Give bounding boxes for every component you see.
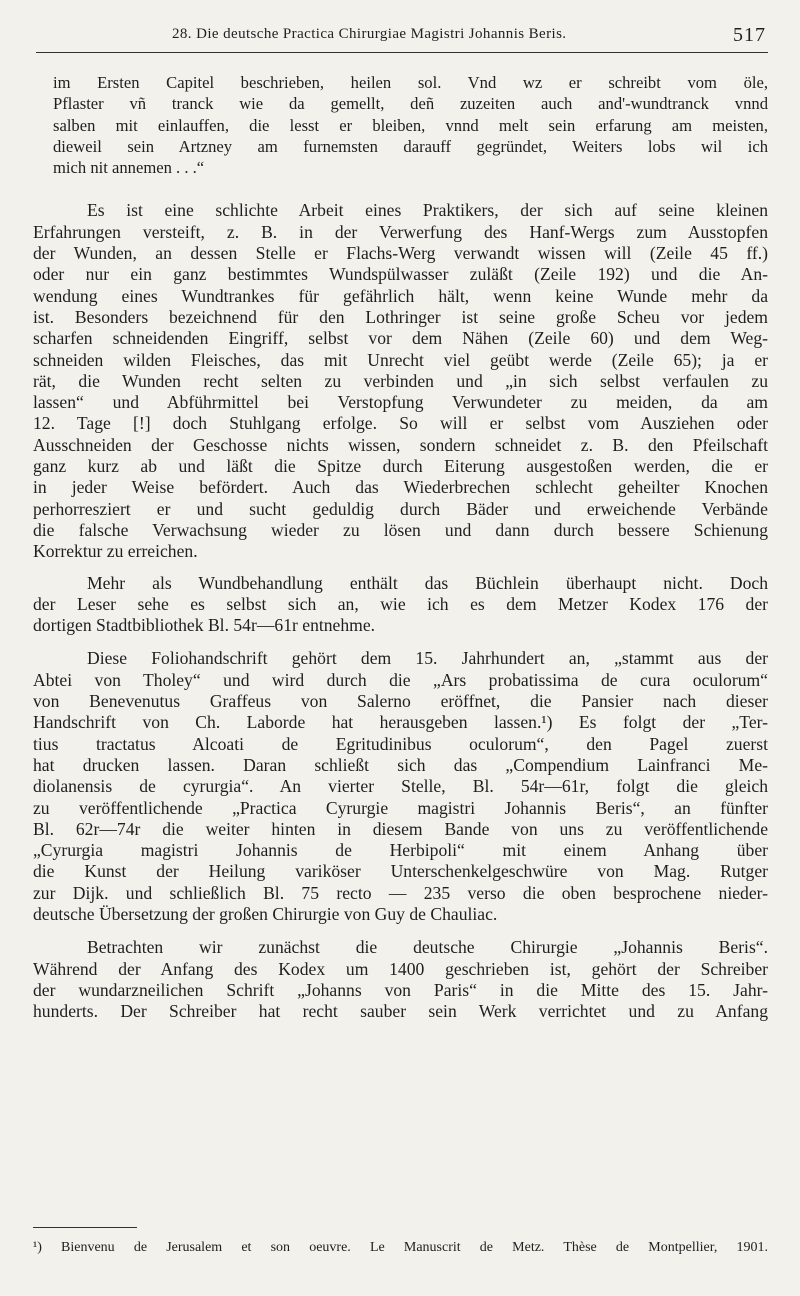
text-line: wendung eines Wundtrankes für gefährlich hält, wenn keine Wunde mehr da xyxy=(33,285,768,306)
text-line: lassen“ und Abführmittel bei Verstopfung Verwundeter zu meiden, da am xyxy=(33,392,768,413)
footnote-rule xyxy=(33,1227,137,1228)
paragraph xyxy=(33,200,768,562)
text-line: Diese Foliohandschrift gehört dem 15. Jahrhundert an, „stammt aus der xyxy=(87,648,768,669)
text-line: Ausschneiden der Geschosse nichts wissen, sondern schneidet z. B. den Pfeilschaft xyxy=(33,434,768,455)
text-line: in jeder Weise befördert. Auch das Wiederbrechen schlecht geheilter Knochen xyxy=(33,477,768,498)
text-line: Es ist eine schlichte Arbeit eines Praktikers, der sich auf seine kleinen xyxy=(87,200,768,221)
text-line: Abtei von Tholey“ und wird durch die „Ars probatissima de cura oculorum“ xyxy=(33,669,768,690)
text-line: hat drucken lassen. Daran schließt sich das „Compendium Lainfranci Me- xyxy=(33,754,768,775)
text-line: Mehr als Wundbehandlung enthält das Büchlein überhaupt nicht. Doch xyxy=(87,572,768,593)
text-line: die Kunst der Heilung variköser Unterschenkelgeschwüre von Mag. Rutger xyxy=(33,861,768,882)
footnote: ¹) Bienvenu de Jerusalem et son oeuvre. Le Manuscrit de Metz. Thèse de Montpellier, 1901. xyxy=(33,1240,768,1255)
text-line: ist. Besonders bezeichnend für den Lothringer ist seine große Scheu vor jedem xyxy=(33,306,768,327)
running-title: 28. Die deutsche Practica Chirurgiae Magistri Johannis Beris. xyxy=(172,26,567,42)
running-header xyxy=(36,22,768,53)
text-line: die falsche Verwachsung wieder zu lösen und dann durch bessere Schienung xyxy=(33,519,768,540)
page-number: 517 xyxy=(733,24,766,46)
text-line: hunderts. Der Schreiber hat recht sauber sein Werk verrichtet und zu Anfang xyxy=(33,1001,768,1022)
text-line: 12. Tage [!] doch Stuhlgang erfolge. So will er selbst vom Ausziehen oder xyxy=(33,413,768,434)
text-line: schneiden wilden Fleisches, das mit Unrecht viel geübt werde (Zeile 65); ja er xyxy=(33,349,768,370)
text-line: der Wunden, an dessen Stelle er Flachs-Werg verwandt wissen will (Zeile 45 ff.) xyxy=(33,243,768,264)
paragraph xyxy=(33,937,768,1022)
text-line: oder nur ein ganz bestimmtes Wundspülwasser zuläßt (Zeile 192) und die An- xyxy=(33,264,768,285)
text-line: im Ersten Capitel beschrieben, heilen sol. Vnd wz er schreibt vom öle, xyxy=(53,73,768,92)
text-line: scharfen schneidenden Eingriff, selbst vor dem Nähen (Zeile 60) und dem Weg- xyxy=(33,328,768,349)
text-line: Pflaster vñ tranck wie da gemellt, deñ zuzeiten auch and'-wundtranck vnnd xyxy=(53,94,768,114)
text-line: Korrektur zu erreichen. xyxy=(33,541,198,562)
text-line: „Cyrurgia magistri Johannis de Herbipoli“ mit einem Anhang über xyxy=(33,840,768,861)
text-line: Während der Anfang des Kodex um 1400 geschrieben ist, gehört der Schreiber xyxy=(33,958,768,979)
text-line: salben mit einlauffen, die lesst er bleiben, vnnd melt sein erfarung am meisten, xyxy=(53,115,768,135)
text-line: ganz kurz ab und läßt die Spitze durch Eiterung ausgestoßen werden, die er xyxy=(33,456,768,477)
quote-paragraph xyxy=(33,72,768,178)
text-line: Handschrift von Ch. Laborde hat herausgeben lassen.¹) Es folgt der „Ter- xyxy=(33,712,768,733)
paragraph xyxy=(33,573,768,637)
text-line: der wundarzneilichen Schrift „Johanns von Paris“ in die Mitte des 15. Jahr- xyxy=(33,979,768,1000)
text-line: dieweil sein Artzney am furnemsten darauff gegründet, Weiters lobs wil ich xyxy=(53,136,768,156)
text-line: zur Dijk. und schließlich Bl. 75 recto — 235 verso die oben besprochene nieder- xyxy=(33,882,768,903)
text-line: rät, die Wunden recht selten zu verbinden und „in sich selbst verfaulen zu xyxy=(33,370,768,391)
text-line: tius tractatus Alcoati de Egritudinibus oculorum“, den Pagel zuerst xyxy=(33,733,768,754)
text-line: mich nit annemen . . .“ xyxy=(53,158,205,178)
text-line: deutsche Übersetzung der großen Chirurgie von Guy de Chauliac. xyxy=(33,903,498,924)
paragraph xyxy=(33,648,768,925)
text-line: diolanensis de cyrurgia“. An vierter Stelle, Bl. 54r—61r, folgt die gleich xyxy=(33,776,768,797)
body-text xyxy=(33,72,768,1036)
text-line: Bl. 62r—74r die weiter hinten in diesem Bande von uns zu veröffentlichende xyxy=(33,818,768,839)
text-line: perhorresziert er und sucht geduldig durch Bäder und erweichende Verbände xyxy=(33,498,768,519)
text-line: Erfahrungen versteift, z. B. in der Verwerfung des Hanf-Wergs zum Ausstopfen xyxy=(33,221,768,242)
text-line: Betrachten wir zunächst die deutsche Chirurgie „Johannis Beris“. xyxy=(87,937,768,958)
text-line: der Leser sehe es selbst sich an, wie ich es dem Metzer Kodex 176 der xyxy=(33,593,768,614)
text-line: zu veröffentlichende „Practica Cyrurgie magistri Johannis Beris“, an fünfter xyxy=(33,797,768,818)
text-line: dortigen Stadtbibliothek Bl. 54r—61r entnehme. xyxy=(33,615,376,636)
text-line: von Benevenutus Graffeus von Salerno eröffnet, die Pansier nach dieser xyxy=(33,691,768,712)
